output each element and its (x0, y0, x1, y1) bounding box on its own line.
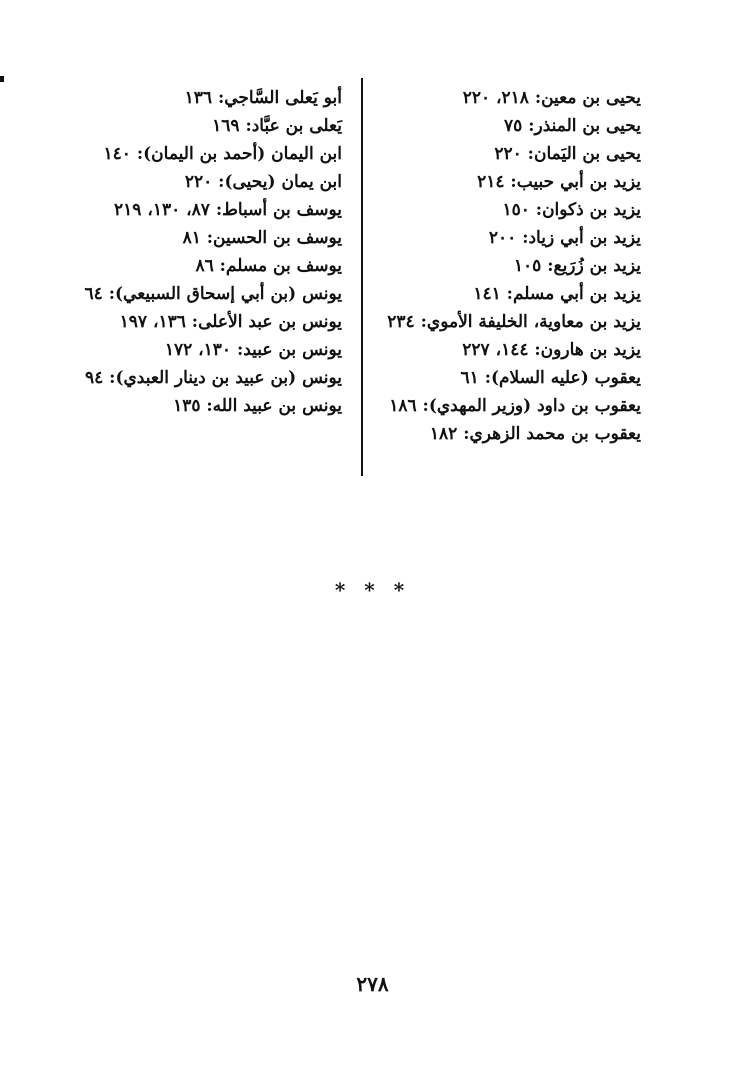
index-entry: يحيى بن المنذر: ٧٥ (504, 116, 641, 136)
column-divider (361, 78, 363, 476)
index-entry: يَعلى بن عبَّاد: ١٦٩ (212, 116, 342, 136)
page-number: ٢٧٨ (356, 972, 389, 996)
index-entry: يحيى بن اليَمان: ٢٢٠ (494, 144, 641, 164)
index-entry: يعقوب بن داود (وزير المهدي): ١٨٦ (389, 396, 641, 416)
index-entry: يوسف بن أسباط: ٨٧، ١٣٠، ٢١٩ (114, 200, 342, 220)
index-entry: يزيد بن أبي زياد: ٢٠٠ (488, 228, 641, 248)
index-entry: يحيى بن معين: ٢١٨، ٢٢٠ (462, 88, 641, 108)
index-entry: يونس (بن أبي إسحاق السبيعي): ٦٤ (84, 284, 342, 304)
index-entry: يزيد بن أبي حبيب: ٢١٤ (477, 172, 641, 192)
index-entry: يونس بن عبيد: ١٣٠، ١٧٢ (164, 340, 342, 360)
section-separator: * * * (334, 578, 411, 602)
scan-edge-mark (0, 76, 4, 82)
index-entry: يونس (بن عبيد بن دينار العبدي): ٩٤ (84, 368, 342, 388)
index-column-left (72, 84, 342, 420)
index-entry: أبو يَعلى السَّاجي: ١٣٦ (184, 88, 342, 108)
index-entry: يعقوب (عليه السلام): ٦١ (460, 368, 641, 388)
index-entry: يزيد بن ذكوان: ١٥٠ (502, 200, 641, 220)
index-entry: يعقوب بن محمد الزهري: ١٨٢ (429, 424, 641, 444)
index-entry: يزيد بن زُرَيع: ١٠٥ (513, 256, 641, 276)
index-entry: يونس بن عبيد الله: ١٣٥ (173, 396, 342, 416)
index-entry: يزيد بن هارون: ١٤٤، ٢٢٧ (462, 340, 641, 360)
index-entry: يونس بن عبد الأعلى: ١٣٦، ١٩٧ (119, 312, 342, 332)
index-entry: ابن يمان (يحيى): ٢٢٠ (184, 172, 342, 192)
index-entry: يزيد بن معاوية، الخليفة الأموي: ٢٣٤ (387, 312, 641, 332)
index-entry: يوسف بن مسلم: ٨٦ (195, 256, 342, 276)
index-column-right (387, 84, 641, 448)
index-entry: يزيد بن أبي مسلم: ١٤١ (473, 284, 641, 304)
index-entry: ابن اليمان (أحمد بن اليمان): ١٤٠ (103, 144, 342, 164)
index-entry: يوسف بن الحسين: ٨١ (182, 228, 342, 248)
